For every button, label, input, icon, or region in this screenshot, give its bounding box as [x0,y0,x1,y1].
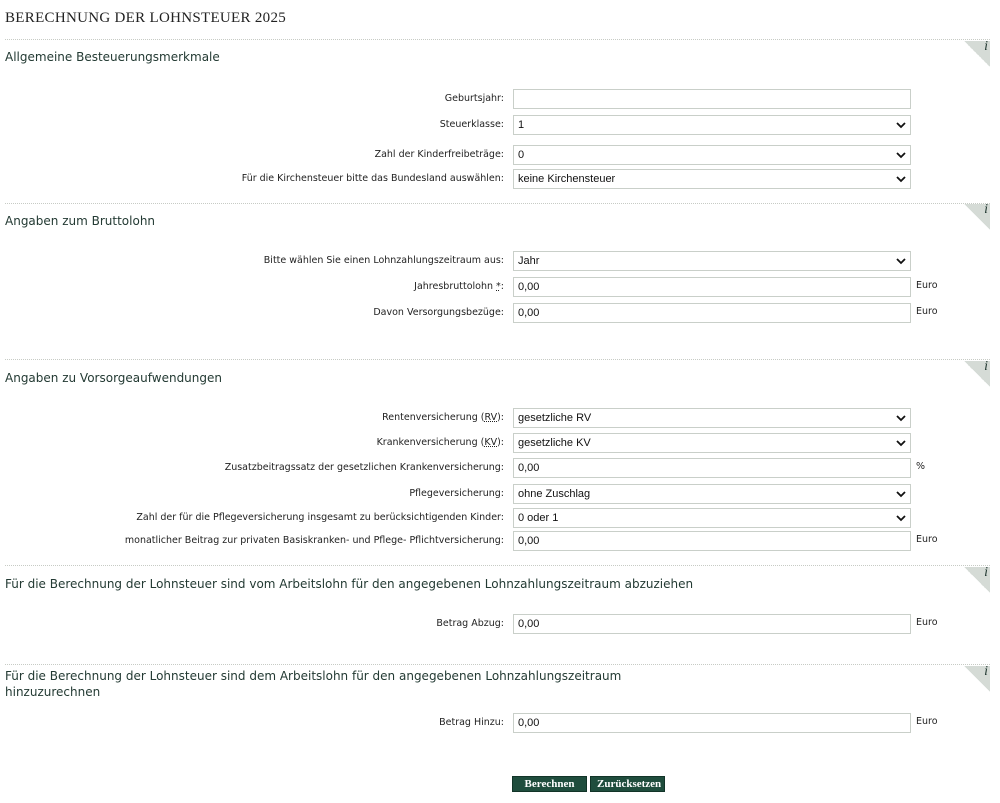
unit-label: Euro [916,534,938,545]
basiskranken-input[interactable]: 0,00 [513,531,911,551]
info-icon[interactable]: i [964,567,990,593]
betrag-abzug-input[interactable]: 0,00 [513,614,911,634]
lohnzahlungszeitraum-label: Bitte wählen Sie einen Lohnzahlungszeitraum aus: [263,255,504,266]
field-row-pflege-kinder [0,508,1000,530]
steuerklasse-value: 1 [518,119,525,131]
section-title-vorsorge: Angaben zu Vorsorgeaufwendungen [5,371,223,385]
unit-label: % [916,461,926,472]
kirchensteuer-label: Für die Kirchensteuer bitte das Bundesland auswählen: [241,173,504,184]
required-mark: * [496,281,501,292]
page-title: BERECHNUNG DER LOHNSTEUER 2025 [5,10,287,26]
pflege-kinder-select[interactable] [513,508,911,528]
chevron-down-icon [896,120,906,130]
chevron-down-icon [896,489,906,499]
calculate-button[interactable]: Berechnen [512,776,587,792]
kirchensteuer-select[interactable] [513,169,911,189]
krankenversicherung-label: Krankenversicherung (KV): [376,437,504,448]
chevron-down-icon [896,174,906,184]
steuerklasse-label: Steuerklasse: [439,119,504,130]
jahresbruttolohn-label: Jahresbruttolohn *: [414,281,504,292]
jahresbruttolohn-input[interactable]: 0,00 [513,277,911,297]
unit-label: Euro [916,280,938,291]
field-row-jahresbruttolohn [0,277,1000,299]
field-row-kinderfreibetraege [0,145,1000,167]
rentenversicherung-select[interactable] [513,408,911,428]
reset-button[interactable]: Zurücksetzen [590,776,665,792]
unit-label: Euro [916,306,938,317]
chevron-down-icon [896,513,906,523]
field-row-betrag-abzug [0,614,1000,636]
lohnzahlungszeitraum-value: Jahr [518,255,540,267]
rentenversicherung-label: Rentenversicherung (RV): [382,412,504,423]
versorgungsbezuege-label: Davon Versorgungsbezüge: [373,307,504,318]
pflege-kinder-value: 0 oder 1 [518,512,559,524]
pflegeversicherung-label: Pflegeversicherung: [409,488,504,499]
info-icon[interactable]: i [964,204,990,230]
geburtsjahr-input[interactable] [513,89,911,109]
field-row-basiskranken [0,531,1000,553]
kinderfreibetraege-label: Zahl der Kinderfreibeträge: [374,149,504,160]
kinderfreibetraege-value: 0 [518,149,525,161]
section-title-bruttolohn: Angaben zum Bruttolohn [5,214,156,228]
field-row-zusatzbeitrag [0,458,1000,480]
info-icon[interactable]: i [964,41,990,67]
section-divider [5,664,990,665]
section-divider [5,565,990,566]
field-row-versorgungsbezuege [0,303,1000,325]
chevron-down-icon [896,413,906,423]
field-row-kirchensteuer [0,169,1000,191]
betrag-hinzu-input[interactable]: 0,00 [513,713,911,733]
krankenversicherung-value: gesetzliche KV [518,437,591,449]
section-divider [5,39,990,40]
kirchensteuer-value: keine Kirchensteuer [518,173,616,185]
chevron-down-icon [896,150,906,160]
steuerklasse-select[interactable] [513,115,911,135]
section-title-abzug: Für die Berechnung der Lohnsteuer sind vom Arbeitslohn für den angegebenen Lohnzahlungszeitraum abzuziehen [5,577,694,591]
lohnzahlungszeitraum-select[interactable] [513,251,911,271]
unit-label: Euro [916,617,938,628]
field-row-rentenversicherung [0,408,1000,430]
pflegeversicherung-select[interactable] [513,484,911,504]
unit-label: Euro [916,716,938,727]
pflege-kinder-label: Zahl der für die Pflegeversicherung insgesamt zu berücksichtigenden Kinder: [136,512,504,523]
field-row-steuerklasse [0,115,1000,137]
zusatzbeitrag-label: Zusatzbeitragssatz der gesetzlichen Krankenversicherung: [224,462,504,473]
pflegeversicherung-value: ohne Zuschlag [518,488,591,500]
section-title-allgemein: Allgemeine Besteuerungsmerkmale [5,50,220,64]
info-icon[interactable]: i [964,666,990,692]
section-divider [5,203,990,204]
zusatzbeitrag-input[interactable]: 0,00 [513,458,911,478]
section-title-hinzu: Für die Berechnung der Lohnsteuer sind dem Arbeitslohn für den angegebenen Lohnzahlungszeitraum hinzuzurechnen [5,669,622,699]
section-divider [5,359,990,360]
field-row-krankenversicherung [0,433,1000,455]
rentenversicherung-value: gesetzliche RV [518,412,592,424]
field-row-lohnzahlungszeitraum [0,251,1000,273]
krankenversicherung-select[interactable] [513,433,911,453]
field-row-geburtsjahr [0,89,1000,111]
basiskranken-label: monatlicher Beitrag zur privaten Basiskranken- und Pflege- Pflichtversicherung: [124,535,504,546]
field-row-betrag-hinzu [0,713,1000,735]
kinderfreibetraege-select[interactable] [513,145,911,165]
betrag-abzug-label: Betrag Abzug: [436,618,504,629]
info-icon[interactable]: i [964,361,990,387]
betrag-hinzu-label: Betrag Hinzu: [439,717,504,728]
versorgungsbezuege-input[interactable]: 0,00 [513,303,911,323]
field-row-pflegeversicherung [0,484,1000,506]
chevron-down-icon [896,256,906,266]
geburtsjahr-label: Geburtsjahr: [444,93,504,104]
chevron-down-icon [896,438,906,448]
